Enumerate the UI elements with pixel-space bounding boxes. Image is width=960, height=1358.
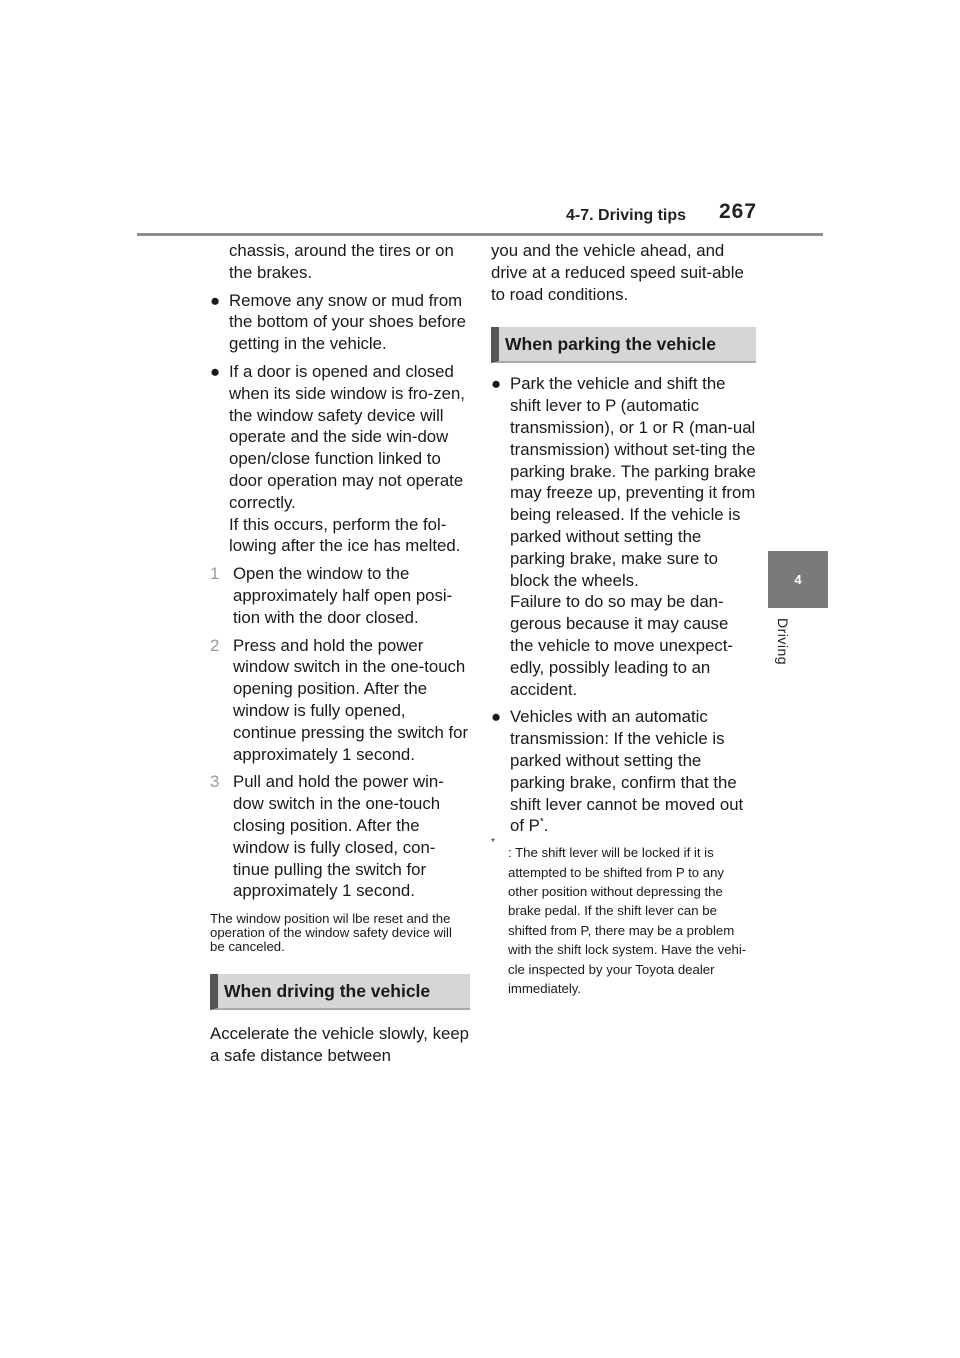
- section-heading-parking: When parking the vehicle: [491, 327, 756, 363]
- chapter-label: Driving: [775, 618, 791, 666]
- continued-text: chassis, around the tires or on the brakes.: [229, 241, 454, 282]
- chapter-tab[interactable]: 4: [768, 551, 828, 608]
- step-text: Open the window to the approximately half open posi-tion with the door closed.: [233, 564, 453, 627]
- right-column: [491, 240, 756, 998]
- list-item: [210, 290, 470, 355]
- page-number: 267: [719, 200, 758, 223]
- list-item: [210, 361, 470, 514]
- footnote-ref: *: [539, 816, 544, 828]
- step-number: 3: [210, 772, 220, 792]
- list-item: [491, 373, 756, 591]
- bullet-icon: ●: [210, 290, 221, 310]
- bullet-text: Vehicles with an automatic transmission: If the vehicle is parked without setting the parking brake, confirm that the shift lever cannot be moved out of P: [510, 707, 744, 836]
- step-text: Press and hold the power window switch in the one-touch opening position. After the window is fully opened, continue pressing the switch for approximately 1 second.: [233, 635, 469, 764]
- section-heading-driving: When driving the vehicle: [210, 974, 470, 1010]
- continued-text: you and the vehicle ahead, and drive at a reduced speed suit-able to road conditions.: [491, 241, 744, 304]
- bullet-text: Remove any snow or mud from the bottom of your shoes before getting in the vehicle.: [229, 290, 466, 354]
- step-number: 1: [210, 564, 220, 584]
- left-column: [210, 240, 470, 1073]
- bullet-icon: ●: [210, 361, 221, 381]
- footnote-text: : The shift lever will be locked if it is attempted to be shifted from P to any other position without depressing the brake pedal. If the shift lever can be shifted from P, there may be a problem with the shift lock system. Have the vehi-cle inspected by your Toyota dealer immediately.: [508, 845, 747, 996]
- bullet-text: Park the vehicle and shift the shift lever to P (automatic transmission), or 1 or R (man-ual transmission) without set-ting the parking brake. The parking brake may freeze up, preventing it from being released. If the vehicle is parked without setting the parking brake, make sure to block the wheels.: [510, 374, 756, 590]
- header-rule: [137, 233, 823, 236]
- step-item: [210, 563, 470, 628]
- bullet-icon: ●: [491, 707, 502, 727]
- footnote: * : The shift lever will be locked if it is attempted to be shifted from P to any other position without depressing the brake pedal. If the shift lever can be shifted from P, there may be a problem with the shift lock system. Have the vehi-cle inspected by your Toyota dealer immediately.: [491, 837, 747, 996]
- driving-text: Accelerate the vehicle slowly, keep a safe distance between: [210, 1024, 469, 1065]
- bullet-icon: ●: [491, 374, 502, 394]
- bullet-followup: Failure to do so may be dan-gerous because it may cause the vehicle to move unexpect-edly, possibly leading to an accident.: [510, 592, 733, 699]
- step-number: 2: [210, 635, 220, 655]
- step-text: Pull and hold the power win-dow switch in the one-touch closing position. After the window is fully closed, con-tinue pulling the switch for approximately 1 second.: [233, 772, 444, 901]
- reset-note: The window position wil lbe reset and the operation of the window safety device will be canceled.: [210, 911, 452, 955]
- bullet-end: .: [543, 816, 549, 836]
- bullet-followup: If this occurs, perform the fol-lowing after the ice has melted.: [229, 514, 461, 556]
- section-title: 4-7. Driving tips: [566, 207, 687, 224]
- bullet-text: If a door is opened and closed when its side window is fro-zen, the window safety device will operate and the side win-dow open/close function linked to door operation may not operate correctly.: [229, 361, 465, 512]
- step-item: [210, 771, 470, 902]
- list-item: [491, 706, 756, 837]
- step-item: [210, 635, 470, 766]
